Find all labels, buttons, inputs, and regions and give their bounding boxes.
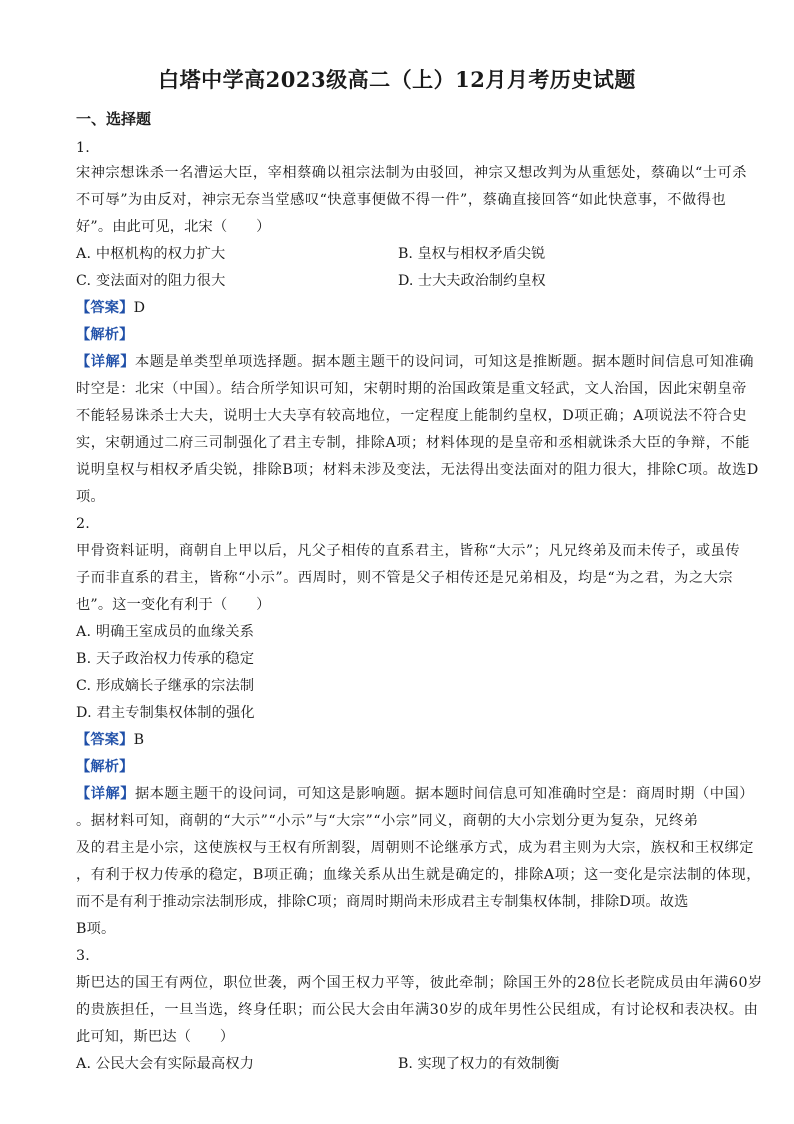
question-stem-line: 斯巴达的国王有两位，职位世袭，两个国王权力平等，彼此牵制；除国王外的28位长老院成员由年满60岁: [76, 975, 763, 991]
option-a: A. 明确王室成员的血缘关系: [76, 624, 255, 640]
answer-label: 【答案】: [76, 300, 134, 316]
detail-line: 【详解】据本题主题干的设问词，可知这是影响题。据本题时间信息可知准确时空是：商周时期（中国）: [76, 786, 754, 802]
option-a: A. 中枢机构的权力扩大: [76, 246, 226, 262]
detail-line: 时空是：北宋（中国）。结合所学知识可知，宋朝时期的治国政策是重文轻武，文人治国，因此宋朝皇帝: [76, 381, 747, 397]
question-number: 1.: [76, 140, 90, 156]
detail-line: 实，宋朝通过二府三司制强化了君主专制，排除A项；材料体现的是皇帝和丞相就诛杀大臣的争辩，不能: [76, 435, 750, 451]
option-c: C. 形成嫡长子继承的宗法制: [76, 678, 255, 694]
question-stem-line: 此可知，斯巴达（ ）: [76, 1029, 235, 1045]
detail-line: 而不是有利于推动宗法制形成，排除C项；商周时期尚未形成君主专制集权体制，排除D项。故选: [76, 894, 689, 910]
detail-line: 【详解】本题是单类型单项选择题。据本题主题干的设问词，可知这是推断题。据本题时间信息可知准确: [76, 354, 754, 370]
section-heading: 一、选择题: [76, 110, 152, 128]
detail-line: ，有利于权力传承的稳定，B项正确；血缘关系从出生就是确定的，排除A项；这一变化是宗法制的体现，: [76, 867, 761, 883]
option-b: B. 天子政治权力传承的稳定: [76, 651, 255, 667]
detail-line: 。据材料可知，商朝的“大示”“小示”与“大宗”“小宗”同义，商朝的大小宗划分更为复杂，兄终弟: [76, 813, 699, 829]
detail-label: 【详解】: [76, 354, 135, 370]
question-stem-line: 甲骨资料证明，商朝自上甲以后，凡父子相传的直系君主，皆称“大示”；凡兄终弟及而未传子，或虽传: [76, 543, 741, 559]
option-b: B. 皇权与相权矛盾尖锐: [398, 246, 546, 262]
option-c: C. 变法面对的阻力很大: [76, 273, 226, 289]
answer-value: B: [133, 732, 145, 748]
detail-line: 不能轻易诛杀士大夫，说明士大夫享有较高地位，一定程度上能制约皇权，D项正确；A项说法不符合史: [76, 408, 748, 424]
detail-label: 【详解】: [76, 786, 135, 802]
option-d: D. 士大夫政治制约皇权: [398, 273, 546, 289]
option-b: B. 实现了权力的有效制衡: [398, 1056, 560, 1072]
question-number: 3.: [76, 948, 90, 964]
answer-row: [76, 298, 736, 318]
answer-row: [76, 730, 736, 750]
question-stem-line: 好”。由此可见，北宋（ ）: [76, 219, 271, 235]
detail-line: 项。: [76, 489, 105, 505]
question-number: 2.: [76, 516, 90, 532]
question-stem-line: 子而非直系的君主，皆称“小示”。西周时，则不管是父子相传还是兄弟相及，均是“为之君，为之大宗: [76, 570, 734, 586]
question-stem-line: 也”。这一变化有利于（ ）: [76, 597, 271, 613]
page-title: 白塔中学高2023级高二（上）12月月考历史试题: [158, 67, 636, 92]
question-stem-line: 不可辱”为由反对，神宗无奈当堂感叹“快意事便做不得一件”，蔡确直接回答“如此快意事，不做得也: [76, 192, 727, 208]
option-a: A. 公民大会有实际最高权力: [76, 1056, 255, 1072]
detail-line: 及的君主是小宗，这使族权与王权有所割裂，周朝则不论继承方式，成为君主则为大宗，族权和王权绑定: [76, 840, 754, 856]
question-stem-line: 宋神宗想诛杀一名漕运大臣，宰相蔡确以祖宗法制为由驳回，神宗又想改判为从重惩处，蔡确以“士可杀: [76, 165, 747, 181]
answer-value: D: [133, 300, 146, 316]
detail-line: 说明皇权与相权矛盾尖锐，排除B项；材料未涉及变法，无法得出变法面对的阻力很大，排除C项。故选D: [76, 462, 759, 478]
analysis-label: 【解析】: [76, 759, 134, 775]
analysis-label: 【解析】: [76, 327, 134, 343]
detail-line: B项。: [76, 921, 116, 937]
option-d: D. 君主专制集权体制的强化: [76, 705, 255, 721]
question-stem-line: 的贵族担任，一旦当选，终身任职；而公民大会由年满30岁的成年男性公民组成，有讨论权和表决权。由: [76, 1002, 759, 1018]
answer-label: 【答案】: [76, 732, 134, 748]
